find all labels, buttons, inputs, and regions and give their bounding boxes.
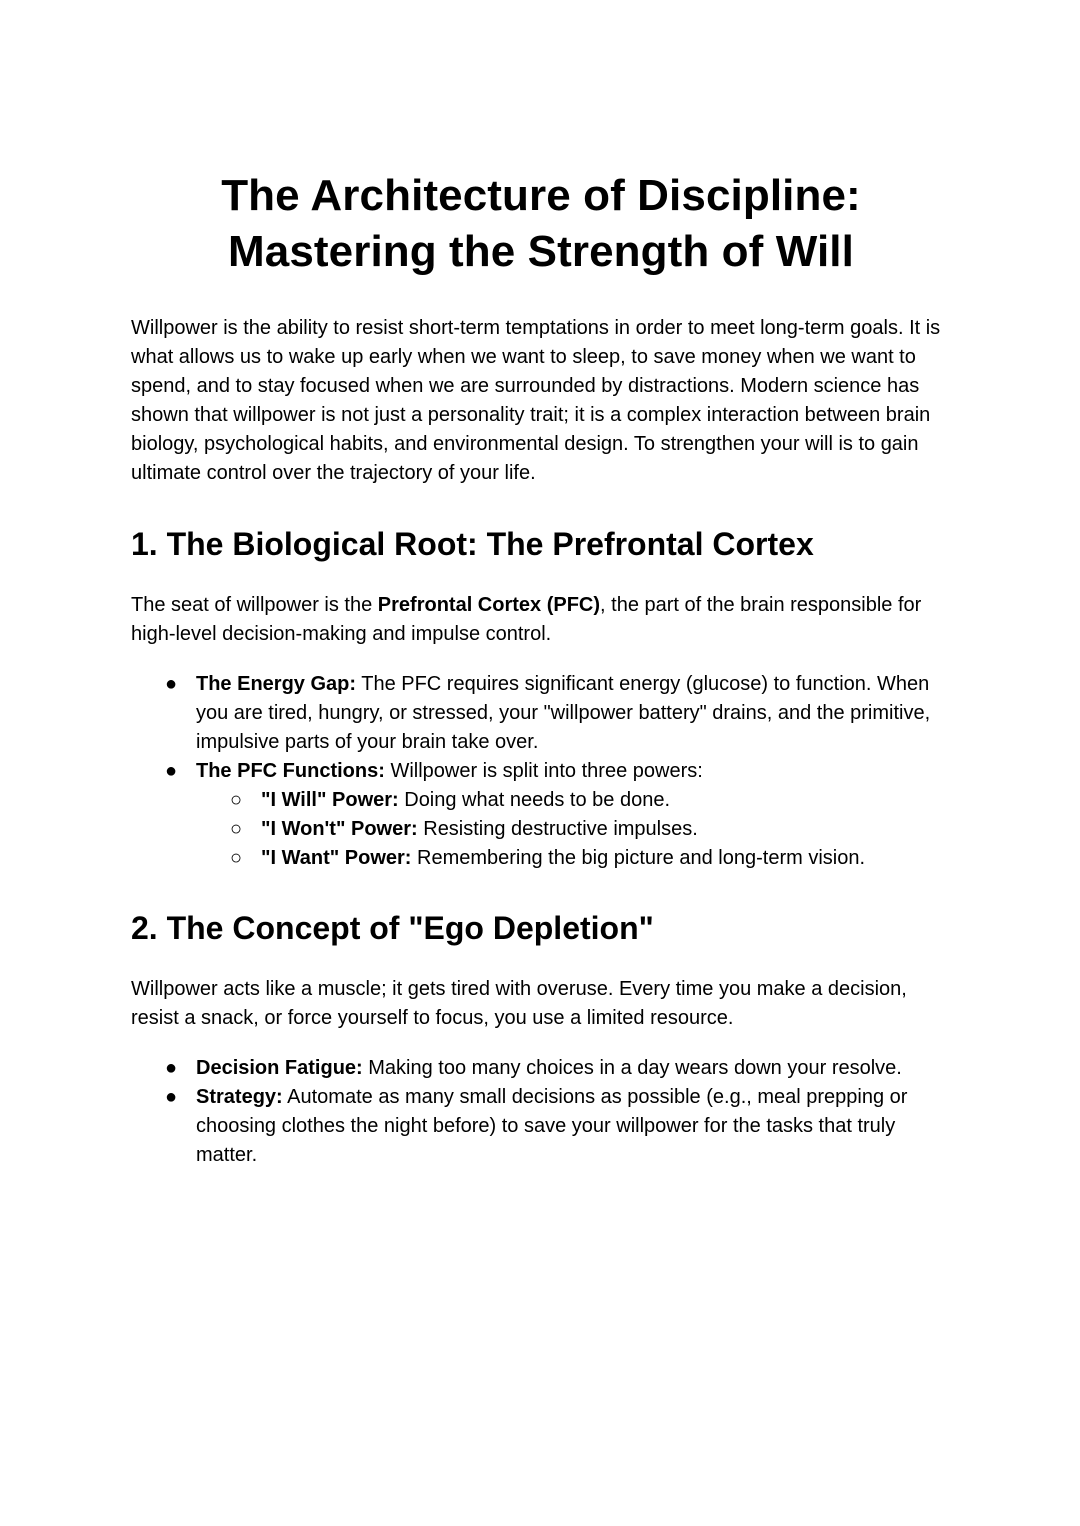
- bullet-icon: ●: [165, 1086, 178, 1108]
- list-item-text: Willpower is split into three powers:: [384, 760, 703, 782]
- sub-list-item: [196, 844, 951, 873]
- sub-list-item-text: Remembering the big picture and long-term vision.: [411, 847, 866, 869]
- list-item-label: Decision Fatigue:: [196, 1057, 363, 1079]
- list-item-text: Making too many choices in a day wears down your resolve.: [362, 1057, 902, 1079]
- list-item: [131, 1083, 951, 1170]
- sub-list-item-text: Doing what needs to be done.: [398, 789, 670, 811]
- section-1-paragraph-post: , the part of the brain responsible for high-level decision-making and impulse control.: [131, 594, 922, 645]
- section-1-paragraph: [131, 591, 951, 649]
- section-1-paragraph-bold: Prefrontal Cortex (PFC): [377, 594, 601, 616]
- hollow-bullet-icon: ○: [230, 818, 243, 840]
- list-item-text: The PFC requires significant energy (glucose) to function. When you are tired, hungry, or stressed, your "willpower battery" drains, and the primitive, impulsive parts of your brain take over.: [196, 673, 931, 753]
- section-1-paragraph-pre: The seat of willpower is the: [131, 594, 378, 616]
- list-item-label: The Energy Gap:: [196, 673, 357, 695]
- list-item: [131, 670, 951, 757]
- sub-list-item: [196, 815, 951, 844]
- section-1-heading: 1. The Biological Root: The Prefrontal Cortex: [131, 526, 814, 562]
- bullet-icon: ●: [165, 673, 178, 695]
- list-item-label: Strategy:: [196, 1086, 283, 1108]
- intro-paragraph: Willpower is the ability to resist short-term temptations in order to meet long-term goals. It is what allows us to wake up early when we want to sleep, to save money when we want to spend, and to stay focused when we are surrounded by distractions. Modern science has shown that willpower is not just a personality trait; it is a complex interaction between brain biology, psychological habits, and environmental design. To strengthen your will is to gain ultimate control over the trajectory of your life.: [131, 317, 941, 484]
- list-item-label: The PFC Functions:: [196, 760, 385, 782]
- bullet-icon: ●: [165, 1057, 178, 1079]
- hollow-bullet-icon: ○: [230, 847, 243, 869]
- bullet-icon: ●: [165, 760, 178, 782]
- sub-list-item-label: "I Want" Power:: [261, 847, 412, 869]
- sub-list-item: [196, 786, 951, 815]
- section-2-bullet-list: [131, 1054, 951, 1170]
- section-2-heading: 2. The Concept of "Ego Depletion": [131, 910, 654, 946]
- section-2-paragraph: Willpower acts like a muscle; it gets tired with overuse. Every time you make a decision, resist a snack, or force yourself to focus, you use a limited resource.: [131, 978, 907, 1029]
- list-item-text: Automate as many small decisions as possible (e.g., meal prepping or choosing clothes the night before) to save your willpower for the tasks that truly matter.: [196, 1086, 908, 1166]
- sub-list-item-label: "I Will" Power:: [261, 789, 399, 811]
- section-1-bullet-list: [131, 670, 951, 873]
- hollow-bullet-icon: ○: [230, 789, 243, 811]
- list-item: [131, 1054, 951, 1083]
- document-title: The Architecture of Discipline: Mastering the Strength of Will: [221, 171, 861, 276]
- list-item: [131, 757, 951, 873]
- document-page: [131, 168, 951, 1170]
- sub-bullet-list: [196, 786, 951, 873]
- sub-list-item-label: "I Won't" Power:: [261, 818, 418, 840]
- sub-list-item-text: Resisting destructive impulses.: [417, 818, 698, 840]
